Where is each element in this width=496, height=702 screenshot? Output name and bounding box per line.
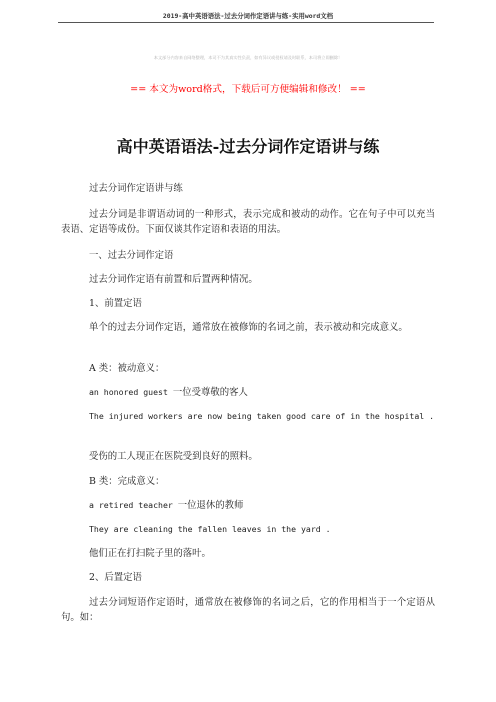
example-4-english: They are cleaning the fallen leaves in the yard . [89,524,331,534]
category-a-heading: A 类：被动意义： [89,363,165,374]
example-3-chinese: 一位退休的教师 [177,500,244,511]
example-4-chinese: 他们正在打扫院子里的落叶。 [89,548,211,559]
prenominal-explanation: 单个的过去分词作定语，通常放在被修饰的名词之前，表示被动和完成意义。 [89,322,408,333]
disclaimer-text: 本文部分内容来自网络整理，本司不为其真实性负责，如有异议或侵权请及时联系，本司将立即删除！ [153,55,343,60]
section-intro-paragraph: 过去分词作定语有前置和后置两种情况。 [89,274,258,285]
running-header: 2019-高中英语语法-过去分词作定语讲与练-实用word文档 [162,12,334,20]
example-2-english: The injured workers are now being taken good care of in the hospital . [89,411,435,421]
subtitle-paragraph: 过去分词作定语讲与练 [89,183,183,194]
example-2-chinese: 受伤的工人现正在医院受到良好的照料。 [89,451,258,462]
intro-paragraph: 过去分词是非谓语动词的一种形式，表示完成和被动的动作。它在句子中可以充当表语、定语等成份。下面仅谈其作定语和表语的用法。 [61,209,435,235]
example-1 [61,385,435,400]
section-heading-1: 一、过去分词作定语 [89,250,174,261]
category-b-heading: B 类：完成意义： [89,476,165,487]
example-1-english: an honored guest [89,387,168,397]
subsection-heading-prenominal: 1、前置定语 [89,298,142,309]
header-divider [58,22,434,23]
subsection-heading-postnominal: 2、后置定语 [89,572,142,583]
document-title: 高中英语语法-过去分词作定语讲与练 [116,137,380,156]
example-3 [61,498,435,513]
example-3-english: a retired teacher [89,500,173,510]
postnominal-explanation: 过去分词短语作定语时，通常放在被修饰的名词之后，它的作用相当于一个定语从句。如： [61,597,435,623]
editable-notice: == 本文为word格式，下载后可方便编辑和修改！ == [130,84,366,95]
example-1-chinese: 一位受尊敬的客人 [172,387,248,398]
